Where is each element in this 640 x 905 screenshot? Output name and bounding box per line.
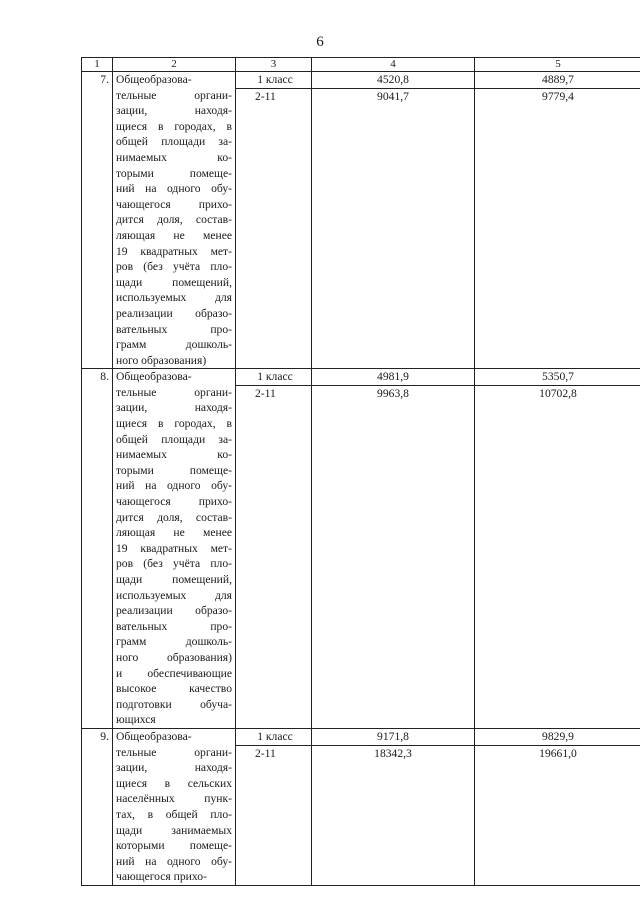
column-header: 5 [475, 58, 640, 72]
description-line: торыми помеще- [116, 166, 232, 180]
value-col4: 4520,8 [312, 72, 474, 89]
row-number: 9. [82, 728, 113, 885]
value-col5: 4889,7 [475, 72, 640, 89]
class-range: 2-11 [255, 89, 276, 103]
class-range: 1 класс [236, 72, 311, 89]
description-line: которыми помеще- [116, 839, 232, 853]
class-range-cell [236, 369, 312, 729]
value-col4-cell [312, 728, 475, 885]
value-col4-cell [312, 369, 475, 729]
value-col5-cell [475, 728, 640, 885]
description-line: Общеобразова- [116, 729, 192, 743]
description-line: грамм дошколь- [116, 635, 232, 649]
value-col4: 9171,8 [312, 729, 474, 746]
description-line: щади помещений, [116, 573, 232, 586]
description-line: вательных про- [116, 322, 232, 336]
row-description [113, 369, 236, 729]
description-line: подготовки обуча- [116, 697, 232, 711]
description-line: ний на одного обу- [116, 854, 232, 868]
description-line: ющихся [116, 713, 156, 727]
description-line: используемых для [116, 291, 232, 305]
description-line: ляющая не менее [116, 526, 232, 540]
value-col4: 9041,7 [377, 89, 409, 103]
column-header: 4 [312, 58, 475, 72]
value-col5: 19661,0 [539, 746, 577, 760]
description-line: ров (без учёта пло- [116, 260, 232, 274]
description-line: Общеобразова- [116, 73, 192, 86]
description-line: реализации образо- [116, 306, 232, 320]
description-line: населённых пунк- [116, 792, 232, 806]
value-col4: 9963,8 [377, 386, 409, 400]
description-line: грамм дошколь- [116, 338, 232, 352]
description-line: тельные органи- [116, 88, 232, 102]
class-range: 1 класс [236, 369, 311, 386]
description-line: высокое качество [116, 682, 232, 696]
description-line: щади помещений, [116, 275, 232, 289]
value-col5-cell [475, 369, 640, 729]
value-col5: 10702,8 [539, 386, 577, 400]
description-line: щиеся в сельских [116, 776, 232, 790]
description-line: зации, находя- [116, 104, 232, 118]
description-line: используемых для [116, 588, 232, 602]
description-line: чающегося прихо- [116, 197, 232, 211]
value-col5: 9829,9 [475, 729, 640, 746]
class-range: 2-11 [255, 386, 276, 400]
description-line: Общеобразова- [116, 370, 192, 384]
description-line: щиеся в городах, в [116, 119, 232, 133]
description-line: ного образования) [116, 650, 232, 664]
description-line: щади занимаемых [116, 823, 232, 837]
description-line: тельные органи- [116, 745, 232, 759]
class-range: 1 класс [236, 729, 311, 746]
description-line: 19 квадратных мет- [116, 244, 232, 258]
class-range: 2-11 [255, 746, 276, 760]
data-table [81, 57, 640, 886]
description-line: ний на одного обу- [116, 182, 232, 196]
description-line: тах, в общей пло- [116, 807, 232, 821]
value-col5-cell [475, 72, 640, 369]
description-line: ного образования) [116, 353, 207, 367]
description-line: чающегося прихо- [116, 495, 232, 509]
table-row [82, 72, 640, 369]
value-col4: 4981,9 [312, 369, 474, 386]
description-line: нимаемых ко- [116, 448, 232, 462]
description-line: ров (без учёта пло- [116, 557, 232, 571]
description-line: торыми помеще- [116, 463, 232, 477]
description-line: и обеспечивающие [116, 666, 232, 680]
description-line: чающегося прихо- [116, 870, 207, 884]
table-header-row [82, 58, 640, 72]
description-line: общей площади за- [116, 432, 232, 446]
description-line: реализации образо- [116, 604, 232, 618]
description-line: зации, находя- [116, 761, 232, 775]
class-range-cell [236, 728, 312, 885]
description-line: щиеся в городах, в [116, 417, 232, 431]
class-range-cell [236, 72, 312, 369]
table-row [82, 369, 640, 729]
value-col4: 18342,3 [374, 746, 412, 760]
description-line: дится доля, состав- [116, 510, 232, 524]
description-line: вательных про- [116, 619, 232, 633]
description-line: тельные органи- [116, 385, 232, 399]
description-line: дится доля, состав- [116, 213, 232, 227]
description-line: ний на одного обу- [116, 479, 232, 493]
value-col4-cell [312, 72, 475, 369]
table-row [82, 728, 640, 885]
row-description [113, 728, 236, 885]
description-line: ляющая не менее [116, 228, 232, 242]
column-header: 2 [113, 58, 236, 72]
row-number: 8. [82, 369, 113, 729]
description-line: 19 квадратных мет- [116, 541, 232, 555]
description-line: общей площади за- [116, 135, 232, 149]
column-header: 1 [82, 58, 113, 72]
column-header: 3 [236, 58, 312, 72]
value-col5: 5350,7 [475, 369, 640, 386]
description-line: нимаемых ко- [116, 150, 232, 164]
description-line: зации, находя- [116, 401, 232, 415]
row-number: 7. [82, 72, 113, 369]
page-number: 6 [316, 34, 324, 50]
row-description [113, 72, 236, 369]
value-col5: 9779,4 [542, 89, 574, 103]
